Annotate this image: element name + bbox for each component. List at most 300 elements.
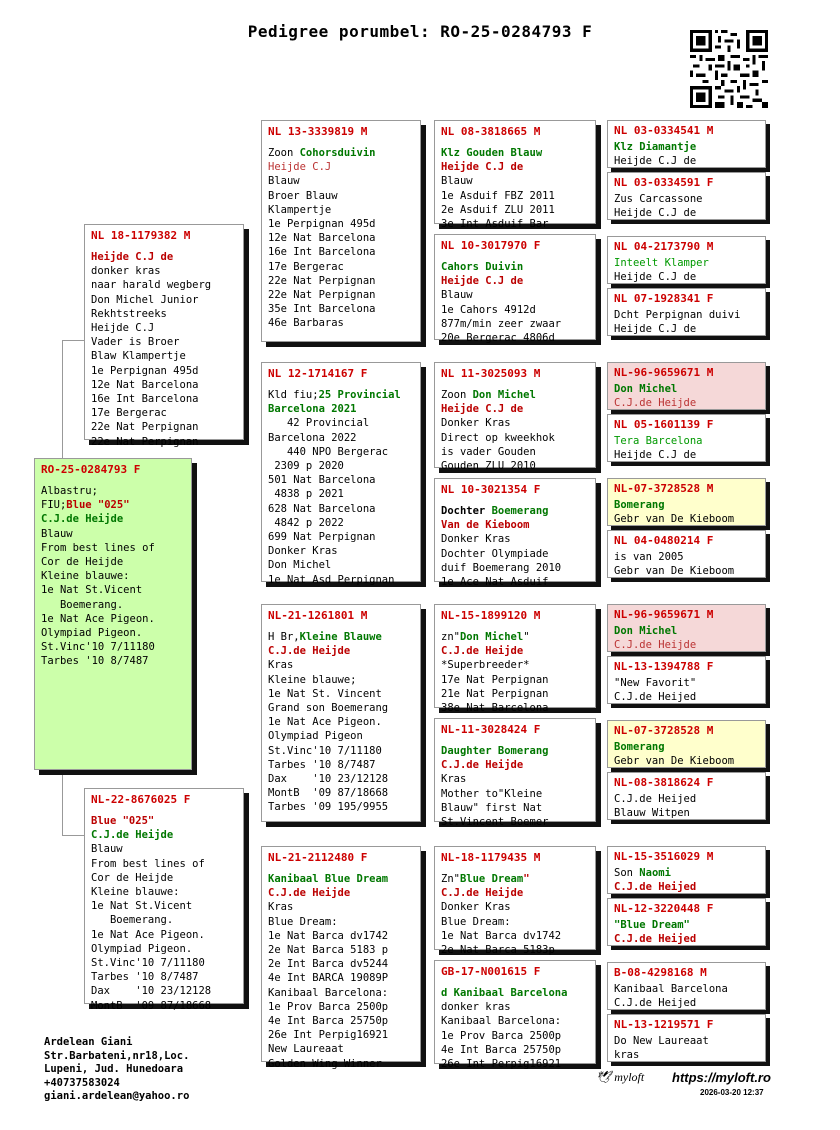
highlight-name: Boemerang bbox=[491, 505, 549, 517]
detail-text: "Blue Dream" bbox=[614, 919, 690, 931]
detail-text: Do New Laureaat bbox=[614, 1035, 709, 1047]
great-grandparent-card[interactable] bbox=[434, 478, 596, 589]
connector bbox=[247, 255, 262, 385]
detail-line bbox=[614, 512, 759, 526]
detail-text: Don Michel bbox=[614, 383, 678, 395]
great-grandparent-card[interactable] bbox=[434, 604, 596, 715]
detail-text: Cor de Heijde bbox=[41, 556, 124, 569]
ring-number: NL 12-1714167 F bbox=[268, 367, 368, 380]
detail-text: Broer Blauw bbox=[268, 189, 338, 202]
detail-line bbox=[441, 772, 589, 786]
detail-line bbox=[41, 527, 185, 541]
detail-text: Blauw bbox=[41, 527, 73, 540]
detail-line bbox=[41, 612, 185, 626]
detail-text: St.Vinc'10 7/11180 bbox=[91, 957, 205, 970]
detail-text: 1e Nat St. Vincent bbox=[268, 687, 382, 700]
detail-line bbox=[441, 1014, 589, 1028]
detail-line bbox=[441, 1057, 589, 1071]
ring-number: NL-15-1899120 M bbox=[441, 609, 541, 622]
detail-line bbox=[268, 800, 414, 814]
detail-line bbox=[91, 278, 237, 292]
detail-line bbox=[614, 1048, 759, 1062]
detail-line bbox=[268, 971, 414, 985]
dam-card[interactable] bbox=[84, 788, 244, 1012]
detail-text: 17e Bergerac bbox=[91, 407, 167, 420]
detail-text: Tera Barcelona bbox=[614, 435, 703, 447]
pigeon-details bbox=[441, 872, 589, 957]
great-great-grandparent-card[interactable] bbox=[607, 846, 766, 894]
detail-line bbox=[41, 654, 185, 668]
grandparent-card[interactable] bbox=[261, 362, 421, 586]
detail-line bbox=[268, 986, 414, 1000]
detail-text: Heijde C.J de bbox=[441, 403, 524, 416]
detail-line bbox=[268, 715, 414, 729]
detail-text: From best lines of bbox=[41, 541, 155, 554]
detail-line bbox=[268, 687, 414, 701]
detail-line bbox=[91, 378, 237, 392]
detail-line bbox=[91, 264, 237, 278]
great-great-grandparent-card[interactable] bbox=[607, 530, 766, 578]
detail-text: 1e Nat Asd Perpignan bbox=[268, 573, 395, 586]
owner-phone: +40737583024 bbox=[44, 1076, 120, 1089]
great-grandparent-card[interactable] bbox=[434, 718, 596, 829]
detail-text: Gebr van De Kieboom bbox=[614, 565, 735, 577]
great-grandparent-card[interactable] bbox=[434, 362, 596, 473]
detail-text: Golden Wing Winner bbox=[268, 1057, 382, 1070]
grandparent-card[interactable] bbox=[261, 604, 421, 822]
detail-line bbox=[441, 331, 589, 345]
detail-text: is vader Gouden bbox=[441, 445, 536, 458]
great-grandparent-card[interactable] bbox=[434, 846, 596, 957]
detail-line bbox=[91, 984, 237, 998]
ring-number: NL 08-3818665 M bbox=[441, 125, 541, 138]
detail-line bbox=[441, 518, 589, 532]
detail-line bbox=[91, 970, 237, 984]
myloft-logo bbox=[596, 1070, 644, 1085]
detail-line bbox=[268, 245, 414, 259]
detail-line bbox=[614, 550, 759, 564]
highlight-name: 25 Provincial bbox=[318, 389, 401, 401]
detail-line bbox=[441, 658, 589, 672]
sire-details bbox=[91, 250, 237, 449]
detail-line bbox=[441, 1000, 589, 1014]
detail-text: donker kras bbox=[91, 265, 161, 278]
detail-line bbox=[91, 293, 237, 307]
detail-text: Don Michel Junior bbox=[91, 293, 199, 306]
detail-text: 12e Nat Barcelona bbox=[91, 378, 199, 391]
detail-line bbox=[91, 250, 237, 264]
detail-text: Kld fiu; bbox=[268, 389, 319, 401]
detail-line bbox=[91, 913, 237, 927]
connector bbox=[62, 340, 85, 461]
detail-text: Heijde C.J de bbox=[441, 161, 524, 174]
detail-line bbox=[614, 996, 759, 1010]
detail-text: Inteelt Klamper bbox=[614, 257, 709, 269]
detail-line bbox=[441, 801, 589, 815]
detail-line bbox=[614, 918, 759, 932]
detail-text: 628 Nat Barcelona bbox=[268, 502, 376, 515]
detail-text: 4e Int Barca 25750p bbox=[268, 1015, 389, 1028]
detail-text: 1e Nat Barca dv1742 bbox=[268, 929, 389, 942]
ring-number: NL 03-0334541 M bbox=[614, 124, 714, 137]
detail-text: Bomerang bbox=[614, 499, 665, 511]
ring-number: NL 04-0480214 F bbox=[614, 534, 714, 547]
detail-line bbox=[268, 644, 414, 658]
detail-text: Heijde C.J de bbox=[614, 207, 697, 219]
detail-line bbox=[441, 673, 589, 687]
detail-text: Olympiad Pigeon bbox=[268, 730, 363, 743]
ring-number: NL 13-3339819 M bbox=[268, 125, 368, 138]
pigeon-details bbox=[441, 986, 589, 1071]
detail-line bbox=[91, 335, 237, 349]
detail-text: 1e Ace Nat Asduif bbox=[441, 576, 549, 589]
ring-number: NL-21-2112480 F bbox=[268, 851, 368, 864]
highlight-name: Blue "025" bbox=[66, 499, 130, 512]
detail-line bbox=[91, 364, 237, 378]
great-great-grandparent-card[interactable] bbox=[607, 414, 766, 462]
detail-text: Zn" bbox=[441, 873, 460, 885]
detail-text: C.J.de Heijde bbox=[91, 829, 174, 842]
detail-text: 877m/min zeer zwaar bbox=[441, 317, 562, 330]
detail-text: C.J.de Heijed bbox=[614, 793, 697, 805]
detail-line bbox=[91, 842, 237, 856]
detail-line bbox=[268, 274, 414, 288]
detail-line bbox=[268, 544, 414, 558]
detail-line bbox=[441, 459, 589, 473]
detail-line bbox=[614, 322, 759, 336]
detail-line bbox=[614, 140, 759, 154]
detail-text: Tarbes '10 8/7487 bbox=[41, 655, 149, 668]
detail-text: Heijde C.J de bbox=[614, 449, 697, 461]
detail-text: MontB '09 87/18668 bbox=[268, 787, 389, 800]
detail-line bbox=[41, 555, 185, 569]
detail-text: Dochter Olympiade bbox=[441, 547, 549, 560]
detail-text: Kleine blauwe: bbox=[91, 886, 180, 899]
detail-line bbox=[268, 658, 414, 672]
detail-line bbox=[268, 1000, 414, 1014]
detail-text: Blauw Witpen bbox=[614, 807, 690, 819]
detail-line bbox=[91, 928, 237, 942]
detail-line bbox=[268, 772, 414, 786]
detail-text: 17e Bergerac bbox=[268, 260, 344, 273]
detail-text: MontB '09 87/18668 bbox=[91, 999, 212, 1012]
detail-text: 22e Nat Perpignan bbox=[268, 274, 376, 287]
pigeon-details bbox=[441, 388, 589, 473]
ring-number: NL-18-1179435 M bbox=[441, 851, 541, 864]
detail-line bbox=[441, 402, 589, 416]
detail-text: 1e Asduif FBZ 2011 bbox=[441, 189, 555, 202]
detail-line bbox=[268, 929, 414, 943]
detail-line bbox=[441, 547, 589, 561]
detail-line bbox=[441, 174, 589, 188]
detail-text: Klz Diamantje bbox=[614, 141, 697, 153]
detail-line bbox=[268, 231, 414, 245]
detail-text: 22e Nat Perpignan bbox=[91, 421, 199, 434]
detail-text: St.Vinc'10 7/11180 bbox=[268, 744, 382, 757]
detail-text: 4838 p 2021 bbox=[268, 488, 344, 501]
ring-number: GB-17-N001615 F bbox=[441, 965, 541, 978]
detail-text: Heijde C.J de bbox=[91, 251, 174, 263]
detail-text: 38e Nat Barcelona bbox=[441, 702, 549, 715]
detail-line bbox=[441, 900, 589, 914]
detail-text: Grand son Boemerang bbox=[268, 702, 389, 715]
detail-line bbox=[268, 530, 414, 544]
detail-line bbox=[91, 406, 237, 420]
detail-line bbox=[441, 260, 589, 274]
detail-text: 22e Nat Perpignan bbox=[91, 435, 199, 448]
detail-text: Kanibaal Blue Dream bbox=[268, 873, 389, 885]
connector bbox=[62, 775, 85, 836]
detail-text: Heijde C.J bbox=[91, 322, 155, 335]
detail-text: Donker Kras bbox=[441, 417, 511, 430]
pigeon-details bbox=[268, 630, 414, 815]
detail-line bbox=[441, 1029, 589, 1043]
detail-line bbox=[268, 217, 414, 231]
ring-number: NL-08-3818624 F bbox=[614, 776, 714, 789]
detail-text: 35e Int Barcelona bbox=[268, 303, 376, 316]
detail-line bbox=[91, 307, 237, 321]
detail-line bbox=[268, 402, 414, 416]
detail-text: Rekhtstreeks bbox=[91, 307, 167, 320]
detail-text: C.J.de Heijed bbox=[614, 997, 697, 1009]
detail-text: Dax '10 23/12128 bbox=[268, 773, 389, 786]
detail-line bbox=[91, 956, 237, 970]
great-great-grandparent-card[interactable] bbox=[607, 1014, 766, 1062]
detail-line bbox=[268, 502, 414, 516]
detail-text: is van 2005 bbox=[614, 551, 684, 563]
print-date: 2026-03-20 12:37 bbox=[700, 1088, 764, 1097]
detail-line bbox=[614, 270, 759, 284]
detail-text: Cor de Heijde bbox=[91, 871, 174, 884]
detail-line bbox=[268, 431, 414, 445]
great-great-grandparent-card[interactable] bbox=[607, 720, 766, 768]
detail-line bbox=[268, 487, 414, 501]
detail-text: Barcelona 2022 bbox=[268, 431, 357, 444]
great-grandparent-card[interactable] bbox=[434, 234, 596, 345]
detail-line bbox=[268, 459, 414, 473]
detail-line bbox=[268, 445, 414, 459]
detail-text: Don Michel bbox=[614, 625, 678, 637]
detail-line bbox=[441, 445, 589, 459]
detail-text: Boemerang. bbox=[41, 598, 124, 611]
detail-text: Blauw bbox=[268, 175, 300, 188]
bird-icon: 🕊 bbox=[596, 1070, 612, 1084]
detail-line bbox=[441, 943, 589, 957]
detail-text: Heijde C.J bbox=[268, 161, 332, 174]
detail-text: Blue Dream: bbox=[441, 915, 511, 928]
detail-text: Zoon bbox=[268, 147, 300, 159]
detail-line bbox=[441, 274, 589, 288]
detail-text: C.J.de Heijde bbox=[441, 645, 524, 658]
detail-text: 4842 p 2022 bbox=[268, 516, 344, 529]
detail-line bbox=[268, 416, 414, 430]
detail-text: Blauw bbox=[441, 289, 473, 302]
detail-text: Tarbes '09 195/9955 bbox=[268, 801, 389, 814]
detail-line bbox=[41, 498, 185, 512]
detail-text: C.J.de Heijed bbox=[614, 881, 697, 893]
detail-line bbox=[91, 435, 237, 449]
ring-number: NL 04-2173790 M bbox=[614, 240, 714, 253]
detail-text: 2e Asduif ZLU 2011 bbox=[441, 203, 555, 216]
detail-text: Gouden ZLU 2010 bbox=[441, 460, 536, 473]
ring-number: NL-13-1219571 F bbox=[614, 1018, 714, 1031]
great-great-grandparent-card[interactable] bbox=[607, 898, 766, 946]
detail-text: 699 Nat Perpignan bbox=[268, 531, 376, 544]
detail-line bbox=[441, 431, 589, 445]
detail-text: 20e Bergerac 4806d bbox=[441, 332, 555, 345]
detail-line bbox=[268, 146, 414, 160]
detail-line bbox=[268, 886, 414, 900]
dam-details bbox=[91, 814, 237, 1013]
ring-number: NL-15-3516029 M bbox=[614, 850, 714, 863]
detail-text: Heijde C.J de bbox=[614, 155, 697, 167]
detail-line bbox=[441, 217, 589, 231]
great-great-grandparent-card[interactable] bbox=[607, 120, 766, 168]
detail-line bbox=[614, 806, 759, 820]
detail-text: Zoon bbox=[441, 389, 473, 401]
detail-text: Kras bbox=[268, 659, 294, 672]
detail-text: FIU; bbox=[41, 499, 67, 512]
detail-line bbox=[614, 192, 759, 206]
detail-text: Blue "025" bbox=[91, 815, 155, 827]
detail-line bbox=[268, 558, 414, 572]
detail-line bbox=[614, 498, 759, 512]
detail-line bbox=[91, 420, 237, 434]
subject-details bbox=[41, 484, 185, 669]
ring-number: NL 10-3021354 F bbox=[441, 483, 541, 496]
subject-card[interactable] bbox=[34, 458, 192, 770]
detail-text: Dax '10 23/12128 bbox=[91, 985, 212, 998]
detail-text: 1e Prov Barca 2500p bbox=[441, 1029, 562, 1042]
detail-line bbox=[268, 630, 414, 644]
detail-line bbox=[41, 541, 185, 555]
detail-line bbox=[268, 744, 414, 758]
detail-line bbox=[441, 203, 589, 217]
detail-text: Albastru; bbox=[41, 485, 98, 497]
detail-text: 42 Provincial bbox=[268, 417, 370, 430]
great-great-grandparent-card[interactable] bbox=[607, 288, 766, 336]
great-great-grandparent-card[interactable] bbox=[607, 478, 766, 526]
detail-line bbox=[268, 1028, 414, 1042]
detail-line bbox=[41, 640, 185, 654]
detail-text: 1e Nat Ace Pigeon. bbox=[268, 716, 382, 729]
detail-line bbox=[614, 880, 759, 894]
detail-text: 12e Nat Barcelona bbox=[268, 232, 376, 245]
great-great-grandparent-card[interactable] bbox=[607, 362, 766, 410]
detail-text: Blauw bbox=[441, 175, 473, 188]
logo-text: myloft bbox=[614, 1070, 645, 1084]
detail-line bbox=[614, 256, 759, 270]
detail-line bbox=[614, 982, 759, 996]
detail-line bbox=[91, 814, 237, 828]
detail-text: Kleine blauwe; bbox=[268, 673, 357, 686]
detail-line bbox=[268, 872, 414, 886]
detail-line bbox=[441, 687, 589, 701]
ring-number: NL 03-0334591 F bbox=[614, 176, 714, 189]
detail-line bbox=[441, 1043, 589, 1057]
detail-text: 1e Perpignan 495d bbox=[268, 218, 376, 231]
great-great-grandparent-card[interactable] bbox=[607, 172, 766, 220]
detail-line bbox=[268, 900, 414, 914]
detail-text: Blaw Klampertje bbox=[91, 350, 186, 363]
detail-line bbox=[268, 943, 414, 957]
detail-text: Heijde C.J de bbox=[441, 275, 524, 288]
detail-text: 16e Int Barcelona bbox=[268, 246, 376, 259]
detail-line bbox=[268, 288, 414, 302]
detail-text: donker kras bbox=[441, 1001, 511, 1014]
detail-text: C.J.de Heijde bbox=[441, 759, 524, 772]
detail-text: Dochter bbox=[441, 505, 492, 517]
detail-line bbox=[441, 288, 589, 302]
great-great-grandparent-card[interactable] bbox=[607, 962, 766, 1010]
detail-text: 4e Int BARCA 19089P bbox=[268, 972, 389, 985]
detail-line bbox=[41, 484, 185, 498]
detail-text: 4e Int Barca 25750p bbox=[441, 1043, 562, 1056]
detail-line bbox=[614, 308, 759, 322]
detail-line bbox=[441, 388, 589, 402]
detail-line bbox=[614, 434, 759, 448]
great-great-grandparent-card[interactable] bbox=[607, 236, 766, 284]
grandparent-card[interactable] bbox=[261, 120, 421, 342]
detail-text: C.J.de Heijde bbox=[441, 887, 524, 900]
detail-line bbox=[268, 573, 414, 587]
highlight-name: Don Michel bbox=[459, 631, 524, 643]
detail-text: 501 Nat Barcelona bbox=[268, 474, 376, 487]
detail-text: "New Favorit" bbox=[614, 677, 697, 689]
detail-text: Donker Kras bbox=[441, 533, 511, 546]
detail-line bbox=[441, 758, 589, 772]
detail-line bbox=[614, 866, 759, 880]
detail-text: kras bbox=[614, 1049, 640, 1061]
detail-text: 1e Perpignan 495d bbox=[91, 364, 199, 377]
detail-line bbox=[441, 416, 589, 430]
website-link[interactable]: https://myloft.ro bbox=[672, 1070, 771, 1085]
detail-text: Kanibaal Barcelona: bbox=[268, 986, 389, 999]
detail-line bbox=[41, 569, 185, 583]
ring-number: NL 07-1928341 F bbox=[614, 292, 714, 305]
owner-email: giani.ardelean@yahoo.ro bbox=[44, 1090, 190, 1102]
great-grandparent-card[interactable] bbox=[434, 960, 596, 1071]
detail-text: duif Boemerang 2010 bbox=[441, 561, 562, 574]
connector bbox=[247, 830, 262, 970]
detail-text: Klz Gouden Blauw bbox=[441, 147, 543, 159]
highlight-name: Don Michel bbox=[472, 389, 536, 401]
pigeon-details bbox=[268, 872, 414, 1071]
great-grandparent-card[interactable] bbox=[434, 120, 596, 231]
subject-ring-number: RO-25-0284793 F bbox=[41, 463, 141, 476]
page-title: Pedigree porumbel: RO-25-0284793 F bbox=[247, 22, 593, 41]
detail-line bbox=[614, 932, 759, 946]
detail-text: 2e Int Barca dv5244 bbox=[268, 958, 389, 971]
detail-line bbox=[91, 857, 237, 871]
great-great-grandparent-card[interactable] bbox=[607, 604, 766, 652]
detail-text: St.Vincent Boemer bbox=[441, 816, 549, 829]
detail-text: Heijde C.J de bbox=[614, 271, 697, 283]
great-great-grandparent-card[interactable] bbox=[607, 656, 766, 704]
detail-line bbox=[441, 575, 589, 589]
detail-line bbox=[91, 392, 237, 406]
detail-line bbox=[441, 744, 589, 758]
detail-text: Zus Carcassone bbox=[614, 193, 703, 205]
detail-text: 1e Nat Ace Pigeon. bbox=[41, 612, 155, 625]
grandparent-card[interactable] bbox=[261, 846, 421, 1070]
detail-text: 2309 p 2020 bbox=[268, 460, 344, 473]
detail-text: 46e Barbaras bbox=[268, 317, 344, 330]
detail-text: Blauw" first Nat bbox=[441, 801, 543, 814]
sire-card[interactable] bbox=[84, 224, 244, 448]
detail-line bbox=[268, 729, 414, 743]
great-great-grandparent-card[interactable] bbox=[607, 772, 766, 820]
